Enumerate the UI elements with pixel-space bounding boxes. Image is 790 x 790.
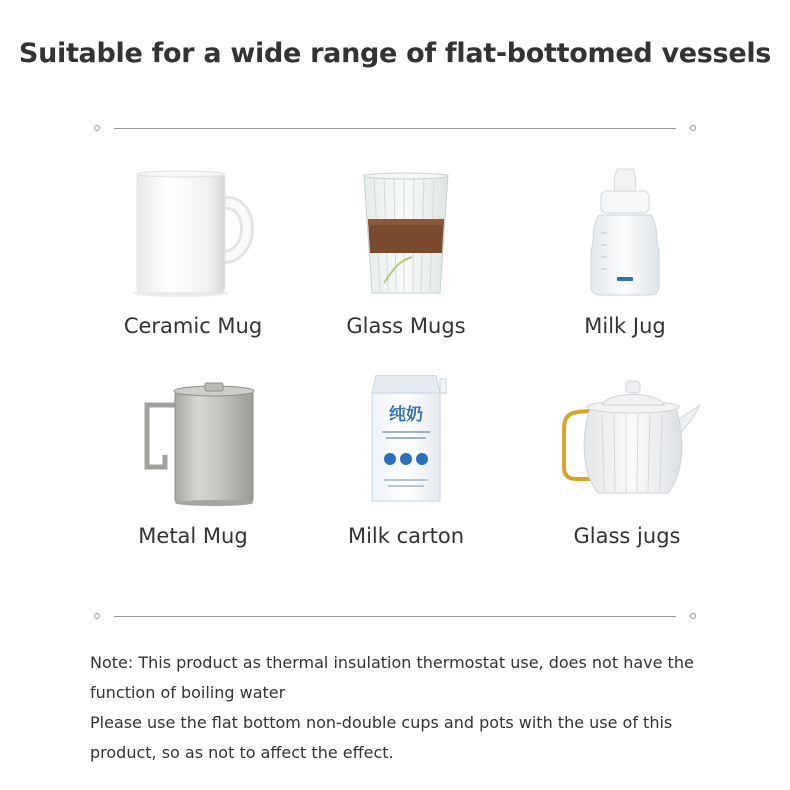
milk-carton-icon: [336, 375, 476, 510]
vessel-glass-mugs: [296, 165, 516, 338]
top-divider: [92, 123, 698, 135]
note-paragraph-1: Note: This product as thermal insulation thermostat use, does not have the function of boiling water: [90, 653, 694, 702]
vessel-label: Ceramic Mug: [123, 314, 263, 338]
vessel-label: Glass jugs: [573, 524, 681, 548]
vessel-label: Glass Mugs: [346, 314, 466, 338]
bottom-divider: [92, 611, 698, 623]
metal-mug-icon: [123, 375, 263, 510]
glass-mug-icon: [336, 165, 476, 300]
vessel-glass-jugs: [517, 375, 737, 548]
glass-teapot-icon: [542, 375, 712, 510]
vessel-milk-jug: [515, 165, 735, 338]
baby-bottle-icon: [555, 165, 695, 300]
usage-note: [90, 648, 730, 768]
vessel-ceramic-mug: [83, 165, 303, 338]
vessel-milk-carton: [296, 375, 516, 548]
vessel-label: Metal Mug: [138, 524, 248, 548]
note-paragraph-2: Please use the flat bottom non-double cups and pots with the use of this product, so as not to affect the effect.: [90, 713, 673, 762]
page-title: Suitable for a wide range of flat-bottomed vessels: [18, 38, 772, 69]
vessel-metal-mug: [83, 375, 303, 548]
carton-brand-text: 纯奶: [389, 405, 423, 425]
vessel-label: Milk carton: [347, 524, 465, 548]
ceramic-mug-icon: [123, 165, 263, 300]
vessel-label: Milk Jug: [584, 314, 666, 338]
